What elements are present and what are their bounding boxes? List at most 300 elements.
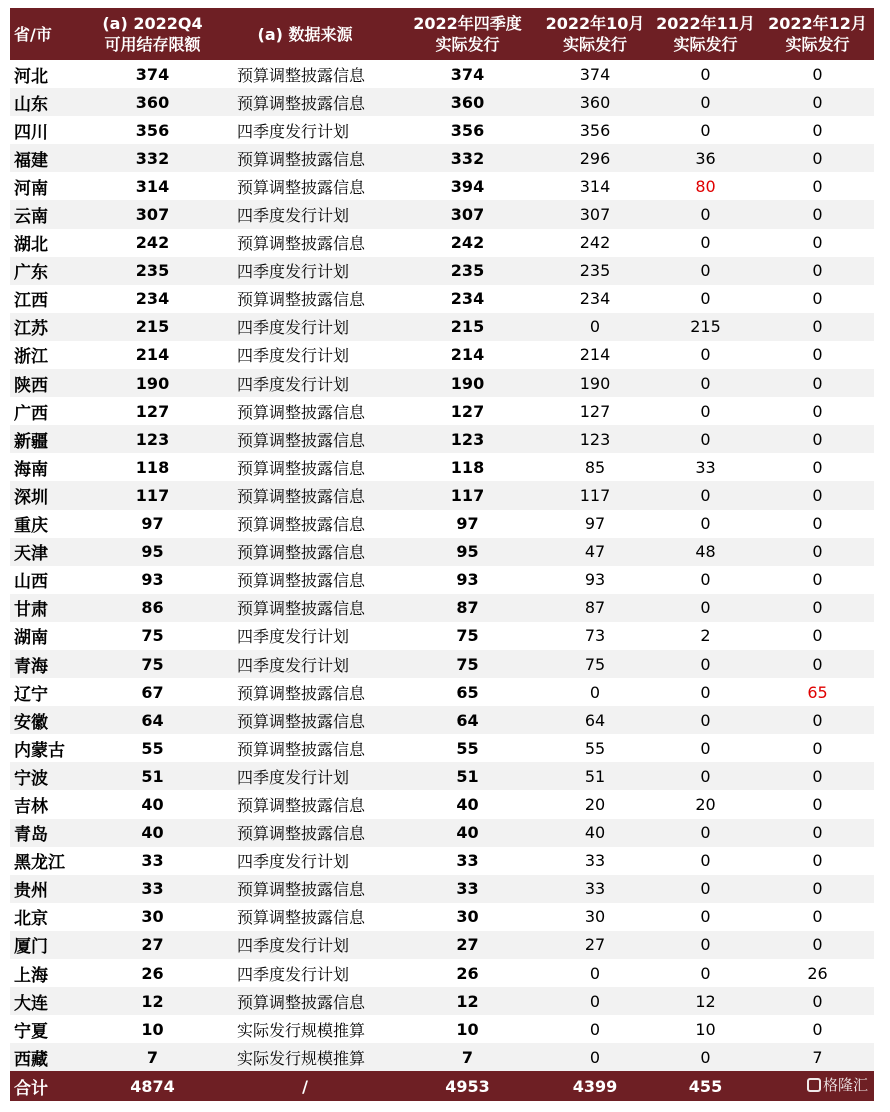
cell-source: 四季度发行计划 — [237, 936, 350, 956]
cell-dec-issuance: 0 — [812, 710, 823, 730]
cell-dec-issuance: 26 — [807, 963, 828, 983]
cell-oct-issuance: 85 — [584, 457, 606, 477]
cell-limit: 7 — [146, 1047, 159, 1067]
cell-source: 预算调整披露信息 — [237, 486, 366, 506]
table-row — [10, 425, 874, 453]
cell-province: 北京 — [14, 909, 48, 930]
cell-nov-issuance: 12 — [695, 991, 716, 1011]
cell-oct-issuance: 97 — [584, 514, 606, 534]
table-row — [10, 959, 874, 987]
cell-oct-issuance: 242 — [579, 233, 611, 253]
cell-province: 重庆 — [14, 516, 48, 537]
cell-province: 云南 — [14, 207, 48, 228]
cell-q4-issuance: 214 — [450, 345, 485, 365]
header-province: 省/市 — [14, 24, 52, 44]
cell-nov-issuance: 0 — [700, 289, 711, 309]
cell-province: 江西 — [14, 291, 48, 312]
cell-oct-issuance: 360 — [579, 92, 611, 112]
cell-oct-issuance: 40 — [584, 823, 606, 843]
cell-nov-issuance: 0 — [700, 514, 711, 534]
cell-province: 四川 — [14, 122, 48, 143]
cell-dec-issuance: 0 — [812, 345, 823, 365]
table-row — [10, 257, 874, 285]
cell-oct-issuance: 123 — [579, 429, 611, 449]
cell-q4-issuance: 235 — [450, 261, 485, 281]
table-row — [10, 678, 874, 706]
cell-limit: 95 — [141, 542, 164, 562]
cell-nov-issuance: 0 — [700, 710, 711, 730]
cell-q4-issuance: 27 — [456, 935, 479, 955]
cell-source: 预算调整披露信息 — [237, 571, 366, 591]
cell-source: 预算调整披露信息 — [237, 515, 366, 535]
cell-dec-issuance: 0 — [812, 373, 823, 393]
table-row — [10, 762, 874, 790]
cell-q4-issuance: 190 — [450, 373, 485, 393]
cell-oct-issuance: 214 — [579, 345, 611, 365]
cell-q4-issuance: 394 — [450, 176, 485, 196]
cell-province: 河北 — [14, 66, 48, 87]
cell-limit: 26 — [141, 963, 164, 983]
cell-limit: 40 — [141, 823, 164, 843]
cell-dec-issuance: 0 — [812, 794, 823, 814]
table-row — [10, 790, 874, 818]
cell-source: 预算调整披露信息 — [237, 290, 366, 310]
cell-province: 江苏 — [14, 319, 48, 340]
cell-q4-issuance: 95 — [456, 542, 479, 562]
cell-nov-issuance: 10 — [695, 1019, 716, 1039]
cell-limit: 332 — [135, 148, 170, 168]
cell-province: 青海 — [14, 656, 48, 677]
cell-nov-issuance: 0 — [700, 738, 711, 758]
table-row — [10, 313, 874, 341]
cell-dec-issuance: 0 — [812, 64, 823, 84]
cell-dec-issuance: 0 — [812, 991, 823, 1011]
table-header — [10, 8, 874, 60]
cell-province: 山西 — [14, 572, 48, 593]
cell-province: 广西 — [14, 403, 48, 424]
cell-q4-issuance: 26 — [456, 963, 479, 983]
cell-limit: 67 — [141, 682, 164, 702]
cell-nov-issuance: 0 — [700, 682, 711, 702]
cell-oct-issuance: 117 — [579, 485, 611, 505]
cell-limit: 51 — [141, 766, 164, 786]
cell-limit: 118 — [135, 457, 170, 477]
cell-oct-issuance: 55 — [584, 738, 606, 758]
cell-dec-issuance: 0 — [812, 766, 823, 786]
cell-province: 陕西 — [14, 375, 48, 396]
cell-nov-issuance: 80 — [695, 176, 716, 196]
cell-source: 四季度发行计划 — [237, 374, 350, 394]
table-row — [10, 594, 874, 622]
cell-q4-issuance: 234 — [450, 289, 485, 309]
cell-nov-issuance: 0 — [700, 92, 711, 112]
table-row — [10, 144, 874, 172]
cell-source: 预算调整披露信息 — [237, 908, 366, 928]
table-row — [10, 88, 874, 116]
cell-limit: 117 — [135, 485, 170, 505]
cell-q4-issuance: 117 — [450, 485, 485, 505]
table-row — [10, 847, 874, 875]
cell-limit: 27 — [141, 935, 164, 955]
cell-source: 预算调整披露信息 — [237, 683, 366, 703]
cell-oct-issuance: 27 — [584, 935, 606, 955]
cell-province: 西藏 — [14, 1049, 48, 1070]
cell-province: 深圳 — [14, 487, 48, 508]
cell-oct-issuance: 73 — [584, 626, 606, 646]
cell-source: 预算调整披露信息 — [237, 65, 366, 85]
table-row — [10, 1015, 874, 1043]
cell-q4-issuance: 123 — [450, 429, 485, 449]
cell-province: 宁波 — [14, 768, 48, 789]
cell-q4-issuance: 75 — [456, 654, 479, 674]
cell-province: 福建 — [14, 150, 48, 171]
cell-limit: 75 — [141, 626, 164, 646]
cell-dec-issuance: 0 — [812, 120, 823, 140]
cell-province: 湖南 — [14, 628, 48, 649]
cell-province: 青岛 — [14, 825, 48, 846]
cell-nov-issuance: 0 — [700, 373, 711, 393]
cell-source: 四季度发行计划 — [237, 627, 350, 647]
cell-nov-issuance: 0 — [700, 429, 711, 449]
cell-nov-issuance: 0 — [700, 1047, 711, 1067]
cell-source: 实际发行规模推算 — [237, 1020, 366, 1040]
cell-limit: 127 — [135, 401, 170, 421]
cell-q4-issuance: 33 — [456, 879, 479, 899]
cell-limit: 235 — [135, 261, 170, 281]
cell-q4-issuance: 356 — [450, 120, 485, 140]
cell-source: 预算调整披露信息 — [237, 711, 366, 731]
cell-nov-issuance: 0 — [700, 120, 711, 140]
cell-dec-issuance: 0 — [812, 542, 823, 562]
cell-province: 海南 — [14, 459, 48, 480]
cell-limit: 215 — [135, 317, 170, 337]
cell-q4-issuance: 65 — [456, 682, 479, 702]
cell-province: 大连 — [14, 993, 48, 1014]
cell-limit: 33 — [141, 851, 164, 871]
cell-dec-issuance: 0 — [812, 514, 823, 534]
cell-limit: 360 — [135, 92, 170, 112]
cell-dec-issuance: 0 — [812, 289, 823, 309]
cell-nov-issuance: 0 — [700, 570, 711, 590]
header-row — [10, 8, 874, 60]
cell-q4-issuance: 87 — [456, 598, 479, 618]
header-limit: (a) 2022Q4 可用结存限额 — [102, 14, 203, 54]
cell-oct-issuance: 0 — [589, 991, 601, 1011]
cell-limit: 40 — [141, 794, 164, 814]
cell-q4-issuance: 374 — [450, 64, 485, 84]
cell-nov-issuance: 2 — [700, 626, 711, 646]
table-row — [10, 650, 874, 678]
cell-nov-issuance: 215 — [690, 317, 721, 337]
table-row — [10, 566, 874, 594]
gelonghui-logo-icon — [807, 1078, 821, 1092]
cell-limit: 10 — [141, 1019, 164, 1039]
table-row — [10, 903, 874, 931]
cell-dec-issuance: 0 — [812, 738, 823, 758]
cell-nov-issuance: 0 — [700, 205, 711, 225]
cell-dec-issuance: 0 — [812, 457, 823, 477]
cell-limit: 314 — [135, 176, 170, 196]
table-row — [10, 987, 874, 1015]
cell-dec-issuance: 0 — [812, 205, 823, 225]
total-cell-q4-issuance: 4953 — [445, 1076, 490, 1096]
cell-dec-issuance: 0 — [812, 176, 823, 196]
cell-source: 预算调整披露信息 — [237, 430, 366, 450]
cell-q4-issuance: 118 — [450, 457, 485, 477]
cell-dec-issuance: 0 — [812, 570, 823, 590]
cell-limit: 33 — [141, 879, 164, 899]
cell-limit: 93 — [141, 570, 164, 590]
cell-oct-issuance: 127 — [579, 401, 611, 421]
cell-nov-issuance: 0 — [700, 935, 711, 955]
cell-oct-issuance: 0 — [589, 1019, 601, 1039]
header-q4: 2022年四季度 实际发行 — [413, 14, 522, 54]
table-row — [10, 481, 874, 509]
cell-province: 天津 — [14, 544, 48, 565]
table-row — [10, 229, 874, 257]
cell-oct-issuance: 51 — [584, 766, 606, 786]
cell-nov-issuance: 0 — [700, 654, 711, 674]
table-row — [10, 819, 874, 847]
cell-province: 湖北 — [14, 235, 48, 256]
table-row — [10, 116, 874, 144]
cell-source: 预算调整披露信息 — [237, 149, 366, 169]
cell-province: 厦门 — [14, 937, 48, 958]
cell-oct-issuance: 234 — [579, 289, 611, 309]
cell-q4-issuance: 93 — [456, 570, 479, 590]
watermark-text: 格隆汇 — [822, 1076, 868, 1095]
table-row — [10, 453, 874, 481]
cell-q4-issuance: 12 — [456, 991, 479, 1011]
table-row — [10, 285, 874, 313]
cell-dec-issuance: 0 — [812, 851, 823, 871]
cell-province: 甘肃 — [14, 600, 48, 621]
cell-q4-issuance: 64 — [456, 710, 479, 730]
cell-province: 河南 — [14, 178, 48, 199]
table-row — [10, 369, 874, 397]
cell-q4-issuance: 30 — [456, 907, 479, 927]
cell-dec-issuance: 0 — [812, 92, 823, 112]
cell-nov-issuance: 0 — [700, 851, 711, 871]
cell-source: 预算调整披露信息 — [237, 93, 366, 113]
cell-q4-issuance: 33 — [456, 851, 479, 871]
cell-source: 预算调整披露信息 — [237, 543, 366, 563]
cell-source: 预算调整披露信息 — [237, 795, 366, 815]
cell-nov-issuance: 0 — [700, 598, 711, 618]
cell-source: 四季度发行计划 — [237, 206, 350, 226]
cell-province: 上海 — [14, 965, 48, 986]
cell-oct-issuance: 0 — [589, 1047, 601, 1067]
cell-q4-issuance: 75 — [456, 626, 479, 646]
total-cell-source: / — [302, 1076, 308, 1096]
cell-q4-issuance: 10 — [456, 1019, 479, 1039]
cell-dec-issuance: 0 — [812, 598, 823, 618]
cell-nov-issuance: 33 — [695, 457, 716, 477]
cell-dec-issuance: 0 — [812, 148, 823, 168]
cell-limit: 30 — [141, 907, 164, 927]
cell-oct-issuance: 0 — [589, 682, 601, 702]
cell-oct-issuance: 356 — [579, 120, 611, 140]
total-row — [10, 1071, 874, 1101]
cell-source: 四季度发行计划 — [237, 262, 350, 282]
cell-source: 四季度发行计划 — [237, 655, 350, 675]
table-row — [10, 622, 874, 650]
table-body — [10, 60, 874, 1101]
cell-nov-issuance: 0 — [700, 345, 711, 365]
cell-source: 四季度发行计划 — [237, 964, 350, 984]
cell-nov-issuance: 0 — [700, 879, 711, 899]
cell-oct-issuance: 0 — [589, 317, 601, 337]
cell-limit: 214 — [135, 345, 170, 365]
cell-source: 预算调整披露信息 — [237, 177, 366, 197]
header-nov: 2022年11月 实际发行 — [656, 14, 755, 54]
cell-limit: 374 — [135, 64, 170, 84]
cell-dec-issuance: 0 — [812, 935, 823, 955]
cell-province: 内蒙古 — [14, 740, 65, 761]
cell-nov-issuance: 0 — [700, 907, 711, 927]
cell-nov-issuance: 0 — [700, 823, 711, 843]
cell-province: 广东 — [14, 263, 48, 284]
cell-province: 宁夏 — [14, 1021, 48, 1042]
cell-source: 预算调整披露信息 — [237, 992, 366, 1012]
cell-q4-issuance: 40 — [456, 794, 479, 814]
header-oct: 2022年10月 实际发行 — [545, 14, 645, 54]
cell-limit: 123 — [135, 429, 170, 449]
cell-province: 安徽 — [14, 712, 48, 733]
cell-source: 预算调整披露信息 — [237, 880, 366, 900]
cell-q4-issuance: 97 — [456, 514, 479, 534]
cell-province: 辽宁 — [14, 684, 48, 705]
total-cell-province: 合计 — [14, 1078, 48, 1099]
cell-dec-issuance: 0 — [812, 907, 823, 927]
cell-province: 黑龙江 — [14, 853, 65, 874]
cell-oct-issuance: 30 — [584, 907, 606, 927]
watermark — [807, 1074, 868, 1095]
cell-limit: 55 — [141, 738, 164, 758]
cell-oct-issuance: 190 — [579, 373, 611, 393]
cell-nov-issuance: 0 — [700, 261, 711, 281]
cell-dec-issuance: 0 — [812, 401, 823, 421]
cell-dec-issuance: 0 — [812, 429, 823, 449]
cell-oct-issuance: 33 — [584, 851, 606, 871]
cell-oct-issuance: 314 — [579, 176, 611, 196]
cell-oct-issuance: 0 — [589, 963, 601, 983]
cell-nov-issuance: 0 — [700, 485, 711, 505]
cell-q4-issuance: 307 — [450, 205, 485, 225]
cell-source: 预算调整披露信息 — [237, 739, 366, 759]
cell-dec-issuance: 0 — [812, 233, 823, 253]
cell-oct-issuance: 64 — [584, 710, 606, 730]
cell-dec-issuance: 0 — [812, 823, 823, 843]
table-row — [10, 172, 874, 200]
table-row — [10, 931, 874, 959]
cell-province: 浙江 — [14, 347, 48, 368]
cell-source: 预算调整披露信息 — [237, 402, 366, 422]
cell-province: 吉林 — [14, 796, 48, 817]
cell-q4-issuance: 127 — [450, 401, 485, 421]
cell-q4-issuance: 360 — [450, 92, 485, 112]
cell-source: 预算调整披露信息 — [237, 234, 366, 254]
table-row — [10, 510, 874, 538]
cell-source: 四季度发行计划 — [237, 346, 350, 366]
cell-q4-issuance: 40 — [456, 823, 479, 843]
cell-nov-issuance: 0 — [700, 766, 711, 786]
cell-province: 山东 — [14, 94, 48, 115]
cell-q4-issuance: 332 — [450, 148, 485, 168]
cell-limit: 190 — [135, 373, 170, 393]
cell-dec-issuance: 0 — [812, 261, 823, 281]
cell-limit: 97 — [141, 514, 164, 534]
cell-q4-issuance: 215 — [450, 317, 485, 337]
cell-dec-issuance: 0 — [812, 1019, 823, 1039]
table-row — [10, 538, 874, 566]
cell-q4-issuance: 242 — [450, 233, 485, 253]
table-row — [10, 200, 874, 228]
cell-source: 四季度发行计划 — [237, 121, 350, 141]
cell-nov-issuance: 0 — [700, 963, 711, 983]
cell-oct-issuance: 47 — [584, 542, 606, 562]
cell-limit: 86 — [141, 598, 164, 618]
cell-limit: 64 — [141, 710, 164, 730]
special-bond-issuance-table — [10, 8, 874, 1101]
cell-oct-issuance: 33 — [584, 879, 606, 899]
cell-oct-issuance: 20 — [584, 794, 606, 814]
header-dec: 2022年12月 实际发行 — [768, 14, 867, 54]
cell-limit: 242 — [135, 233, 170, 253]
cell-limit: 75 — [141, 654, 164, 674]
cell-dec-issuance: 0 — [812, 879, 823, 899]
cell-limit: 12 — [141, 991, 164, 1011]
total-cell-nov-issuance: 455 — [688, 1076, 723, 1096]
cell-nov-issuance: 0 — [700, 401, 711, 421]
cell-oct-issuance: 296 — [579, 148, 611, 168]
cell-q4-issuance: 51 — [456, 766, 479, 786]
cell-limit: 234 — [135, 289, 170, 309]
cell-nov-issuance: 0 — [700, 233, 711, 253]
cell-nov-issuance: 36 — [695, 148, 716, 168]
cell-dec-issuance: 0 — [812, 654, 823, 674]
table-row — [10, 706, 874, 734]
cell-oct-issuance: 93 — [584, 570, 606, 590]
cell-source: 预算调整披露信息 — [237, 824, 366, 844]
cell-province: 贵州 — [14, 881, 48, 902]
table-row — [10, 1043, 874, 1071]
table-row — [10, 397, 874, 425]
cell-source: 四季度发行计划 — [237, 852, 350, 872]
cell-source: 预算调整披露信息 — [237, 458, 366, 478]
cell-source: 预算调整披露信息 — [237, 599, 366, 619]
cell-oct-issuance: 374 — [579, 64, 611, 84]
cell-nov-issuance: 48 — [695, 542, 716, 562]
cell-dec-issuance: 7 — [812, 1047, 823, 1067]
cell-dec-issuance: 0 — [812, 626, 823, 646]
cell-limit: 307 — [135, 205, 170, 225]
table-row — [10, 60, 874, 88]
cell-nov-issuance: 0 — [700, 64, 711, 84]
header-source: (a) 数据来源 — [257, 24, 353, 44]
total-cell-oct-issuance: 4399 — [572, 1076, 618, 1096]
cell-nov-issuance: 20 — [695, 794, 716, 814]
cell-oct-issuance: 307 — [579, 205, 611, 225]
table-row — [10, 734, 874, 762]
cell-dec-issuance: 0 — [812, 485, 823, 505]
cell-oct-issuance: 75 — [584, 654, 606, 674]
cell-dec-issuance: 65 — [807, 682, 828, 702]
issuance-table-container — [10, 8, 874, 1101]
table-row — [10, 341, 874, 369]
cell-province: 新疆 — [14, 431, 48, 452]
cell-q4-issuance: 55 — [456, 738, 479, 758]
